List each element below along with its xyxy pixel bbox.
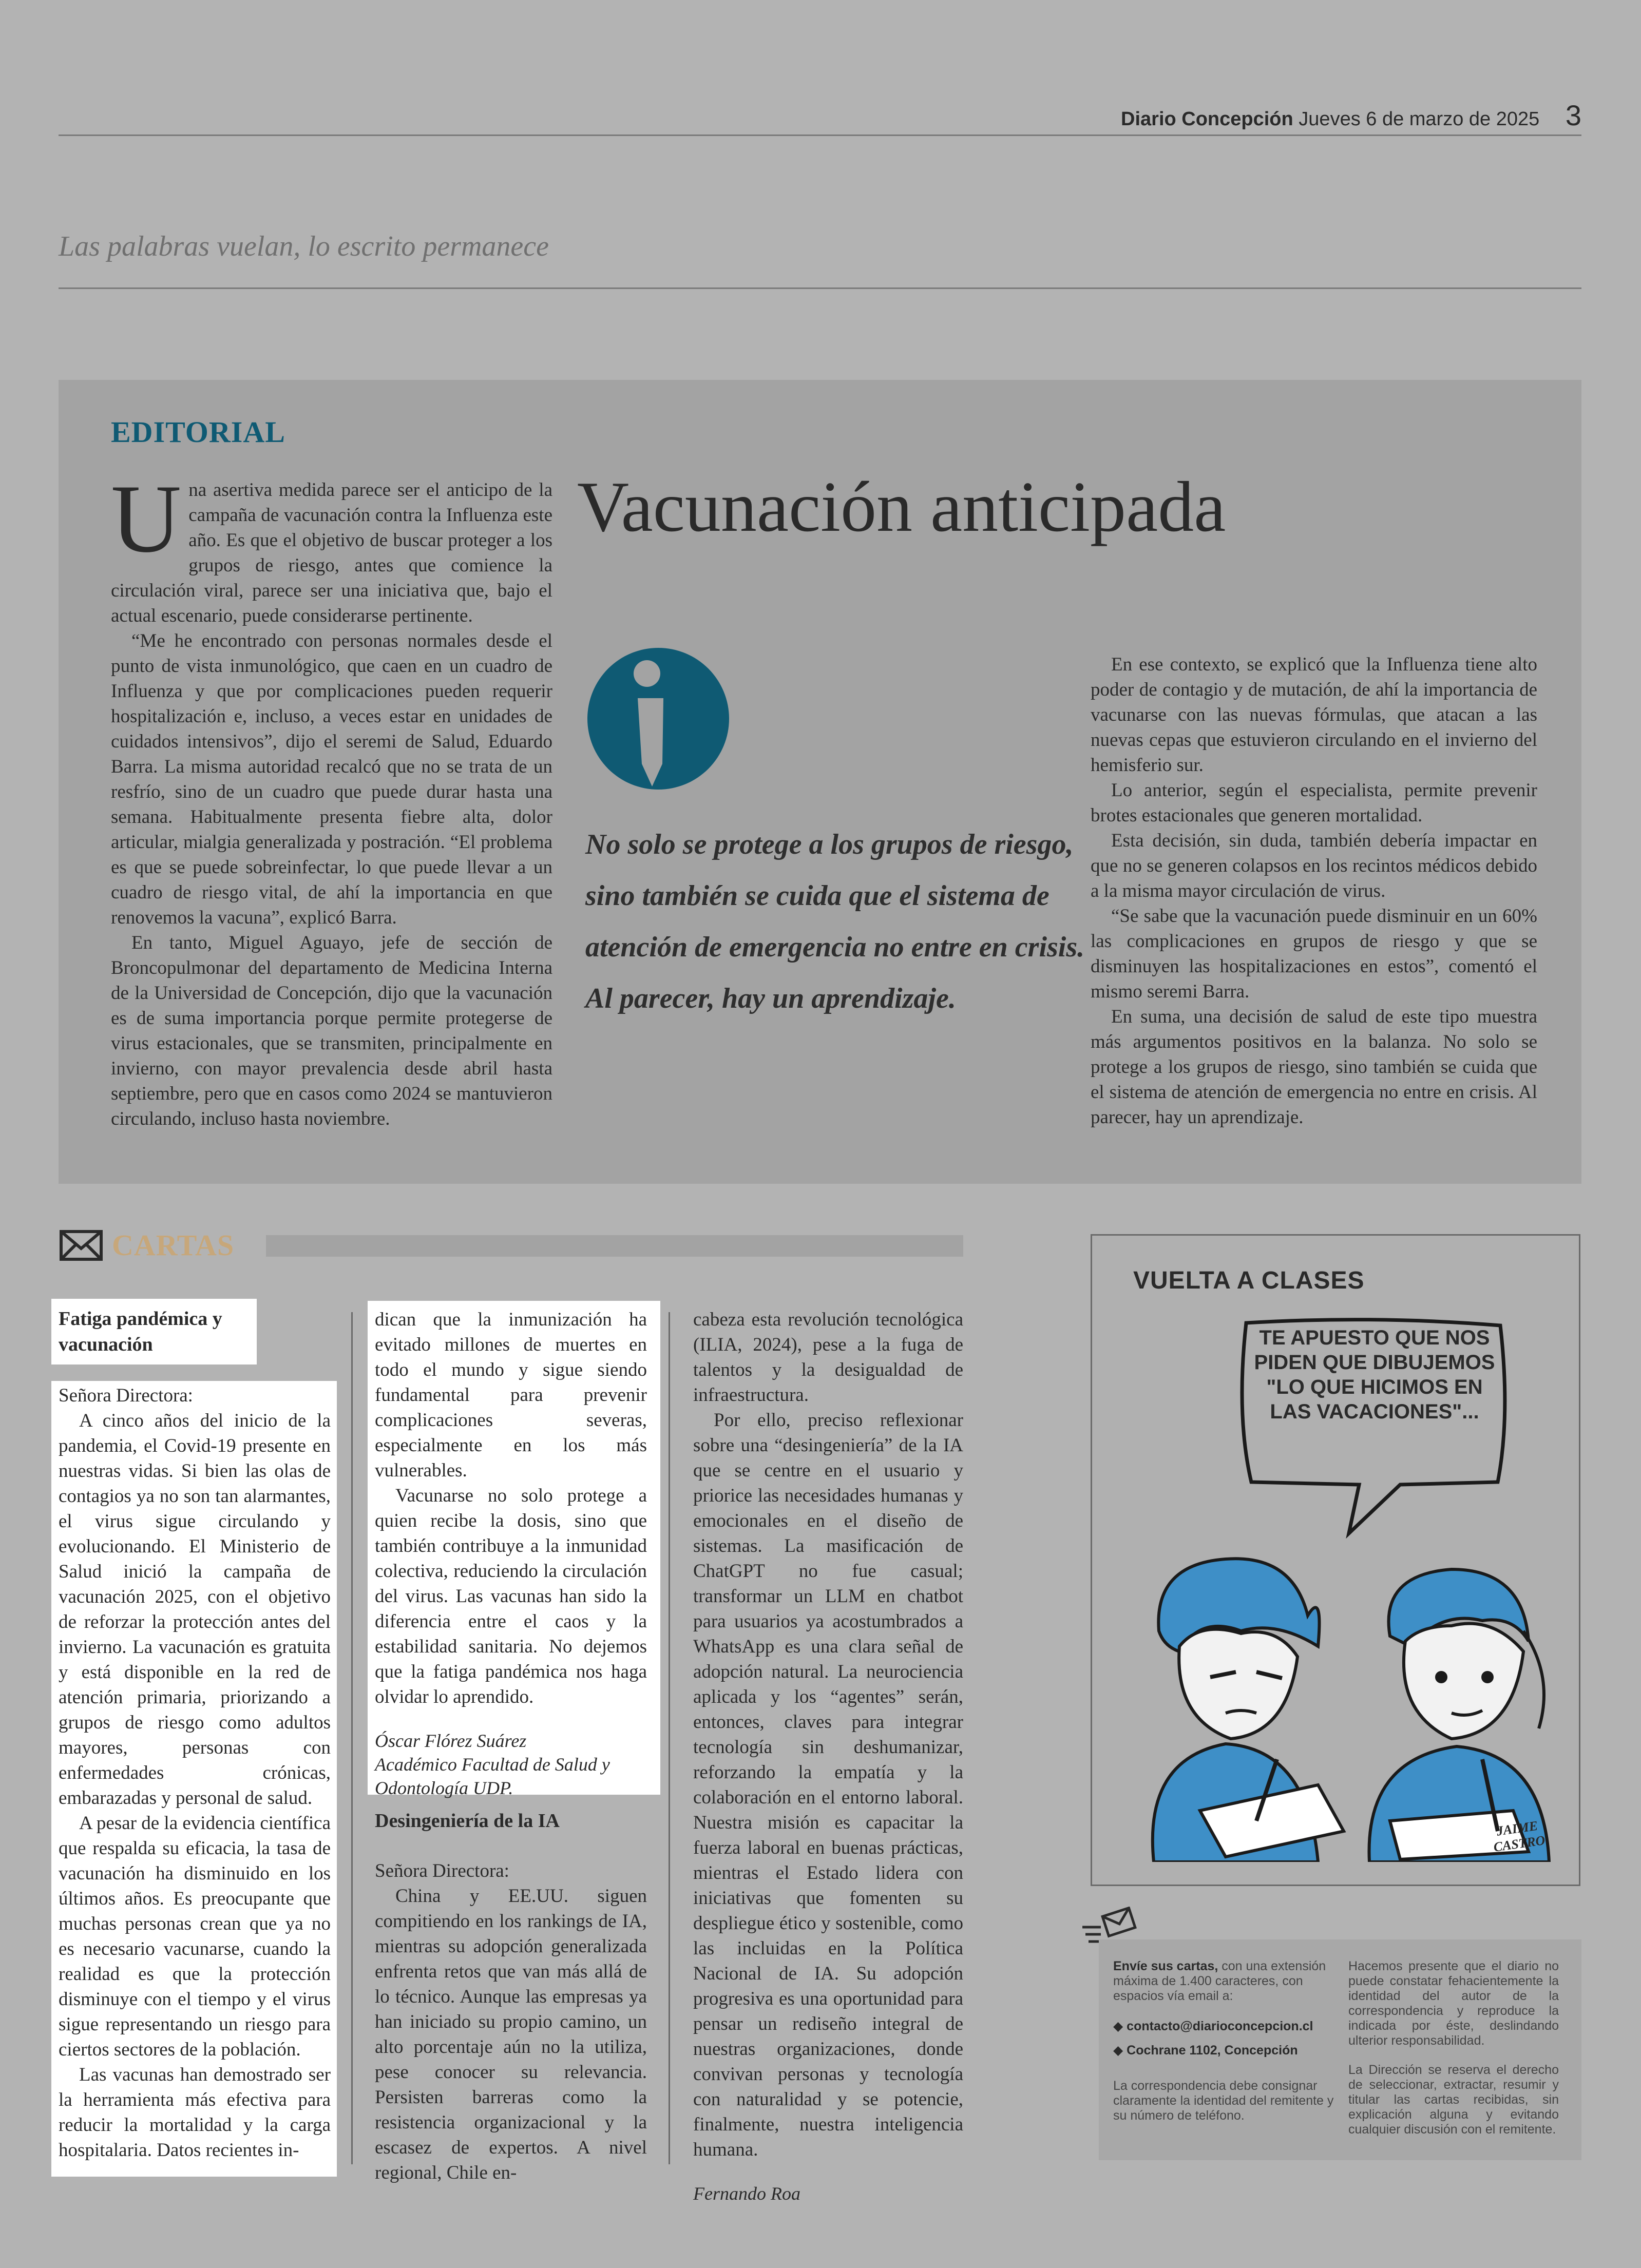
info-address: Cochrane 1102, Concepción xyxy=(1127,2043,1298,2058)
paper-name: Diario Concepción xyxy=(1121,108,1293,130)
editorial-column-1 xyxy=(111,465,552,1131)
letter2-column-2 xyxy=(375,1858,647,2185)
letter-paragraph: cabeza esta revolución tecnológica (ILIA, 2024), pese a la fuga de talentos y la desigualdad de infraestructura. xyxy=(693,1309,963,1406)
info-lead: con una extensión máxima de 1.400 caracteres, con espacios vía email a: xyxy=(1113,1959,1326,2003)
letter2-title: Desingeniería de la IA xyxy=(375,1810,560,1832)
cartoon-signature: JAIME CASTRO xyxy=(1492,1818,1547,1855)
cartas-label: CARTAS xyxy=(112,1228,235,1262)
signature-line: Óscar Flórez Suárez xyxy=(375,1731,527,1751)
cartoon-frame xyxy=(1091,1234,1580,1886)
info-email-row: ◆ contacto@diarioconcepcion.cl xyxy=(1113,2019,1313,2033)
letter1-title: Fatiga pandémica y vacunación xyxy=(59,1308,222,1355)
editorial-paragraph: Esta decisión, sin duda, también debería impactar en que no se generen colapsos en los recintos médicos debido a la misma mayor circulación de virus. xyxy=(1091,830,1537,901)
signature-line: Académico Facultad de Salud y xyxy=(375,1754,610,1775)
letter1-column-1 xyxy=(59,1383,331,2163)
editorial-paragraph: na asertiva medida parece ser el anticipo de la campaña de vacunación contra la Influenza este año. Es que el objetivo de buscar proteger a los grupos de riesgo, antes que comience la circulación viral, parece ser una iniciativa que, bajo el actual escenario, puede considerarse pertinente. xyxy=(111,479,552,626)
letter-paragraph: A pesar de la evidencia científica que respalda su eficacia, la tasa de vacunación ha disminuido en los últimos años. Es preocupante que muchas personas crean que ya no es necesario vacunarse, cuando la realidad es que la protección disminuye con el tiempo y el virus sigue representando un riesgo para ciertos sectores de la población. xyxy=(59,1813,331,2060)
editorial-paragraph: En tanto, Miguel Aguayo, jefe de sección de Broncopulmonar del departamento de Medicina Interna de la Universidad de Concepción, dijo que la vacunación es de suma importancia porque permite protegerse de virus estacionales, que se transmiten, principalmente en invierno, con mayor prevalencia desde abril hasta septiembre, pero que en casos como 2024 se mantuvieron circulando, incluso hasta noviembre. xyxy=(111,932,552,1129)
cartas-bar xyxy=(266,1235,963,1257)
letter-paragraph: dican que la inmunización ha evitado millones de muertes en todo el mundo y sigue siendo fundamental para prevenir complicaciones severas, especialmente en los más vulnerables. xyxy=(375,1309,647,1481)
motto-rule xyxy=(59,287,1581,289)
letter2-column-3 xyxy=(693,1307,963,2205)
column-divider xyxy=(669,1312,670,2164)
pull-quote: No solo se protege a los grupos de riesgo, sino también se cuida que el sistema de atención de emergencia no entre en crisis. Al parecer, hay un aprendizaje. xyxy=(585,829,1085,1014)
letter-paragraph: Vacunarse no solo protege a quien recibe la dosis, sino que también contribuye a la inmunidad colectiva, reduciendo la circulación del virus. Las vacunas han sido la diferencia entre el caos y la estabilidad sanitaria. No dejemos que la fatiga pandémica nos haga olvidar lo aprendido. xyxy=(375,1485,647,1707)
editorial-paragraph: En suma, una decisión de salud de este tipo muestra más argumentos positivos en la balanza. No solo se protege a los grupos de riesgo, sino también se cuida que el sistema de atención de emergencia no entre en crisis. Al parecer, hay un aprendizaje. xyxy=(1091,1006,1537,1128)
editorial-label: EDITORIAL xyxy=(111,415,285,449)
cartoon-title: VUELTA A CLASES xyxy=(1133,1267,1365,1294)
info-address-row: ◆ Cochrane 1102, Concepción xyxy=(1113,2043,1298,2058)
info-box xyxy=(1099,1939,1581,2160)
letter2-signature: Fernando Roa xyxy=(693,2183,800,2204)
cartoon-illustration xyxy=(1123,1544,1554,1862)
info-lead-bold: Envíe sus cartas, xyxy=(1113,1959,1218,1973)
drop-cap: U xyxy=(111,465,182,573)
envelope-icon xyxy=(60,1230,103,1261)
info-icon xyxy=(586,647,730,791)
column-divider xyxy=(351,1312,353,2164)
editorial-paragraph: Lo anterior, según el especialista, permite prevenir brotes estacionales que generen mortalidad. xyxy=(1091,780,1537,826)
letter-salutation: Señora Directora: xyxy=(59,1385,193,1406)
page-number: 3 xyxy=(1565,99,1581,131)
info-note: La correspondencia debe consignar claramente la identidad del remitente y su número de teléfono. xyxy=(1113,2079,1334,2123)
letter-paragraph: Las vacunas han demostrado ser la herramienta más efectiva para reducir la mortalidad y la carga hospitalaria. Datos recientes in- xyxy=(59,2064,331,2161)
signature-line: Odontología UDP. xyxy=(375,1778,513,1798)
letter-salutation: Señora Directora: xyxy=(375,1860,509,1881)
editorial-title: Vacunación anticipada xyxy=(577,467,1226,547)
page-header xyxy=(976,99,1581,132)
letter1-column-2 xyxy=(375,1307,647,1800)
cartoon-speech: TE APUESTO QUE NOS PIDEN QUE DIBUJEMOS "LO QUE HICIMOS EN LAS VACACIONES"... xyxy=(1254,1327,1495,1423)
letter1-signature xyxy=(375,1729,647,1800)
letter-paragraph: A cinco años del inicio de la pandemia, el Covid-19 presente en nuestras vidas. Si bien las olas de contagios ya no son tan alarmantes, el virus sigue circulando y evolucionando. El Ministerio de Salud inició la campaña de vacunación 2025, con el objetivo de reforzar la protección antes del invierno. La vacunación es gratuita y está disponible en la red de atención primaria, priorizando a grupos de riesgo como adultos mayores, personas con enfermedades crónicas, embarazadas y personal de salud. xyxy=(59,1410,331,1809)
motto: Las palabras vuelan, lo escrito permanece xyxy=(59,230,549,262)
editorial-paragraph: En ese contexto, se explicó que la Influenza tiene alto poder de contagio y de mutación, de ahí la importancia de vacunarse con las nuevas fórmulas, que atacan a las nuevas cepas que estuvieron circulando en el invierno del hemisferio sur. xyxy=(1091,654,1537,776)
issue-date: Jueves 6 de marzo de 2025 xyxy=(1299,108,1540,130)
info-right xyxy=(1348,1959,1559,2137)
editorial-column-3 xyxy=(1091,652,1537,1130)
editorial-paragraph: “Se sabe que la vacunación puede disminuir en un 60% las complicaciones en grupos de riesgo y que se disminuyen las hospitalizaciones en estos”, comentó el mismo seremi Barra. xyxy=(1091,906,1537,1002)
info-disclaimer: Hacemos presente que el diario no puede constatar fehacientemente la identidad del autor de la correspondencia y reproduce la indicada por éste, deslindando ulterior responsabilidad. xyxy=(1348,1959,1559,2048)
editorial-section xyxy=(59,380,1581,1184)
info-left xyxy=(1113,1959,1334,2123)
info-email: contacto@diarioconcepcion.cl xyxy=(1127,2019,1313,2033)
info-rights: La Dirección se reserva el derecho de seleccionar, extractar, resumir y titular las cartas recibidas, sin explicación alguna y evitando cualquier discusión con el remitente. xyxy=(1348,2063,1559,2137)
letter-paragraph: China y EE.UU. siguen compitiendo en los rankings de IA, mientras su adopción generalizada enfrenta retos que van más allá de lo técnico. Aunque las empresas ya han iniciado su propio camino, un alto porcentaje aún no la utiliza, pese conocer su relevancia. Persisten barreras como la resistencia organizacional y la escasez de expertos. A nivel regional, Chile en- xyxy=(375,1886,647,2183)
editorial-paragraph: “Me he encontrado con personas normales desde el punto de vista inmunológico, que caen en un cuadro de Influenza y que por complicaciones pueden requerir hospitalización e, incluso, a veces estar en unidades de cuidados intensivos”, dijo el seremi de Salud, Eduardo Barra. La misma autoridad recalcó que no se trata de un resfrío, sino de un cuadro que puede durar hasta una semana. Habitualmente presenta fiebre alta, dolor articular, mialgia generalizada y postración. “El problema es que se puede sobreinfectar, lo que puede llevar a un cuadro de riesgo vital, de ahí la importancia en que renovemos la vacuna”, explicó Barra. xyxy=(111,630,552,928)
letter-paragraph: Por ello, preciso reflexionar sobre una “desingeniería” de la IA que se centre en el usuario y priorice las necesidades humanas y emocionales en el diseño de sistemas. La masificación de ChatGPT no fue casual; transformar un LLM en chatbot para usuarios ya acostumbrados a WhatsApp es una clara señal de adopción natural. La neurociencia aplicada y los “agentes” serán, entonces, claves para integrar tecnología sin deshumanizar, reforzando la empatía y la colaboración en el entorno laboral. Nuestra misión es capacitar la fuerza laboral en buenas prácticas, mientras el Estado lidera con iniciativas que fomenten su despliegue ético y sostenible, como las incluidas en la Política Nacional de IA. Su adopción progresiva es una oportunidad para pensar un rediseño integral de nuestras organizaciones, donde convivan personas y tecnología con naturalidad y se potencie, finalmente, nuestra inteligencia humana. xyxy=(693,1410,963,2160)
header-rule xyxy=(59,134,1581,136)
